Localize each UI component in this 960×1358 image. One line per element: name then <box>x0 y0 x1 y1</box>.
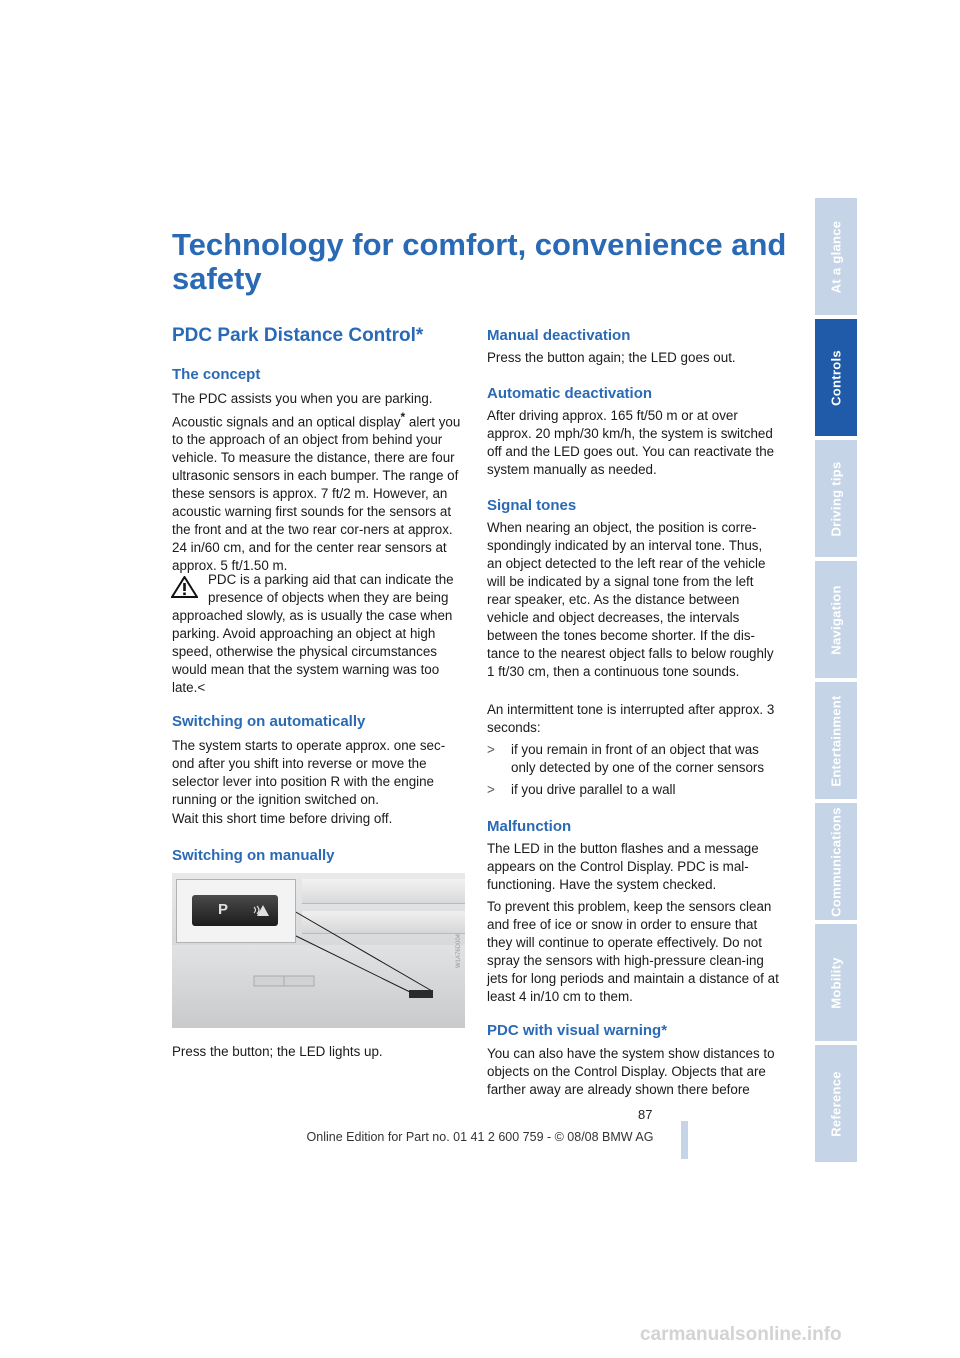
heading-switching-on-automatically: Switching on automatically <box>172 713 366 730</box>
page-number: 87 <box>638 1107 653 1122</box>
watermark: carmanualsonline.info <box>640 1324 842 1345</box>
option-star: * <box>400 410 406 424</box>
pdc-button-location <box>409 990 433 998</box>
tab-navigation[interactable]: Navigation <box>815 561 857 678</box>
switch-manual-caption: Press the button; the LED lights up. <box>172 1044 383 1059</box>
switch-auto-body: The system starts to operate approx. one sec-ond after you shift into reverse or move the selector lever into position R with the engine running or the ignition switched on. <box>172 738 446 807</box>
footer-edition: Online Edition for Part no. 01 41 2 600 759 - © 08/08 BMW AG <box>306 1130 654 1144</box>
heading-automatic-deactivation: Automatic deactivation <box>487 385 653 402</box>
tab-at-a-glance[interactable]: At a glance <box>815 198 857 315</box>
visual-warning-body: You can also have the system show distances to objects on the Control Display. Objects that are farther away are already shown there before <box>487 1046 775 1097</box>
section-heading-pdc: PDC Park Distance Control* <box>172 325 424 346</box>
warning-line-2: presence of objects when they are being <box>208 590 449 605</box>
page-title: Technology for comfort, convenience and safety <box>172 227 787 296</box>
heading-signal-tones: Signal tones <box>487 497 577 514</box>
signal-tones-body-2: An intermittent tone is interrupted after approx. 3 seconds: <box>487 702 775 735</box>
heading-manual-deactivation: Manual deactivation <box>487 327 631 344</box>
tab-reference[interactable]: Reference <box>815 1045 857 1162</box>
image-code: W1A76D004 <box>456 933 462 968</box>
warning-body: approached slowly, as is usually the case when parking. Avoid approaching an object at high speed, otherwise the physical circumstances would mean that the system warning was too late.< <box>172 608 453 695</box>
signal-tones-body: When nearing an object, the position is corre-spondingly indicated by an interval tone. Thus, an object detected to the left rear of the vehicle will be indicated by a signal tone from the left rear speaker, etc. As the distance between vehicle and object decreases, the intervals between the tones become shorter. If the dis-tance to the nearest object falls to below roughly 1 ft/30 cm, then a continuous tone sounds. <box>487 520 774 679</box>
chapter-tabs <box>815 198 857 1166</box>
malfunction-body: The LED in the button flashes and a message appears on the Control Display. PDC is mal-functioning. Have the system checked. <box>487 841 759 892</box>
auto-deact-body: After driving approx. 165 ft/50 m or at over approx. 20 mph/30 km/h, the system is switched off and the LED goes out. You can reactivate the system manually as needed. <box>487 408 775 477</box>
tab-driving-tips[interactable]: Driving tips <box>815 440 857 557</box>
heading-malfunction: Malfunction <box>487 818 572 835</box>
tab-controls[interactable]: Controls <box>815 319 857 436</box>
tab-communications[interactable]: Communications <box>815 803 857 920</box>
concept-body: The PDC assists you when you are parking. Acoustic signals and an optical display* alert you to the approach of an object from behind your vehicle. To measure the distance, there are four ultrasonic sensors in each bumper. The range of these sensors is approx. 7 ft/2 m. However, an acoustic warning first sounds for the sensors at the front and at the two rear cor-ners at approx. 24 in/60 cm, and for the center rear sensors at approx. 5 ft/1.50 m. <box>172 391 461 574</box>
heading-the-concept: The concept <box>172 366 261 383</box>
heading-switching-on-manually: Switching on manually <box>172 847 335 864</box>
heading-pdc-visual-warning: PDC with visual warning* <box>487 1022 668 1039</box>
pdc-button-photo <box>172 873 465 1028</box>
malfunction-body-2: To prevent this problem, keep the sensors clean and free of ice or snow in order to ensure that they will continue to operate effectively. Do not spray the sensors with high-pressure clean-ing jets for long periods and maintain a distance of at least 4 in/10 cm to them. <box>487 899 779 1004</box>
tab-entertainment[interactable]: Entertainment <box>815 682 857 799</box>
warning-icon <box>171 576 198 598</box>
switch-auto-body-2: Wait this short time before driving off. <box>172 811 393 826</box>
tab-mobility[interactable]: Mobility <box>815 924 857 1041</box>
pdc-button: P <box>192 895 278 926</box>
end-mark: < <box>197 680 206 695</box>
manual-deact-body: Press the button again; the LED goes out. <box>487 350 736 365</box>
warning-triangle-icon <box>256 904 270 917</box>
warning-line-1: PDC is a parking aid that can indicate the <box>208 572 454 587</box>
